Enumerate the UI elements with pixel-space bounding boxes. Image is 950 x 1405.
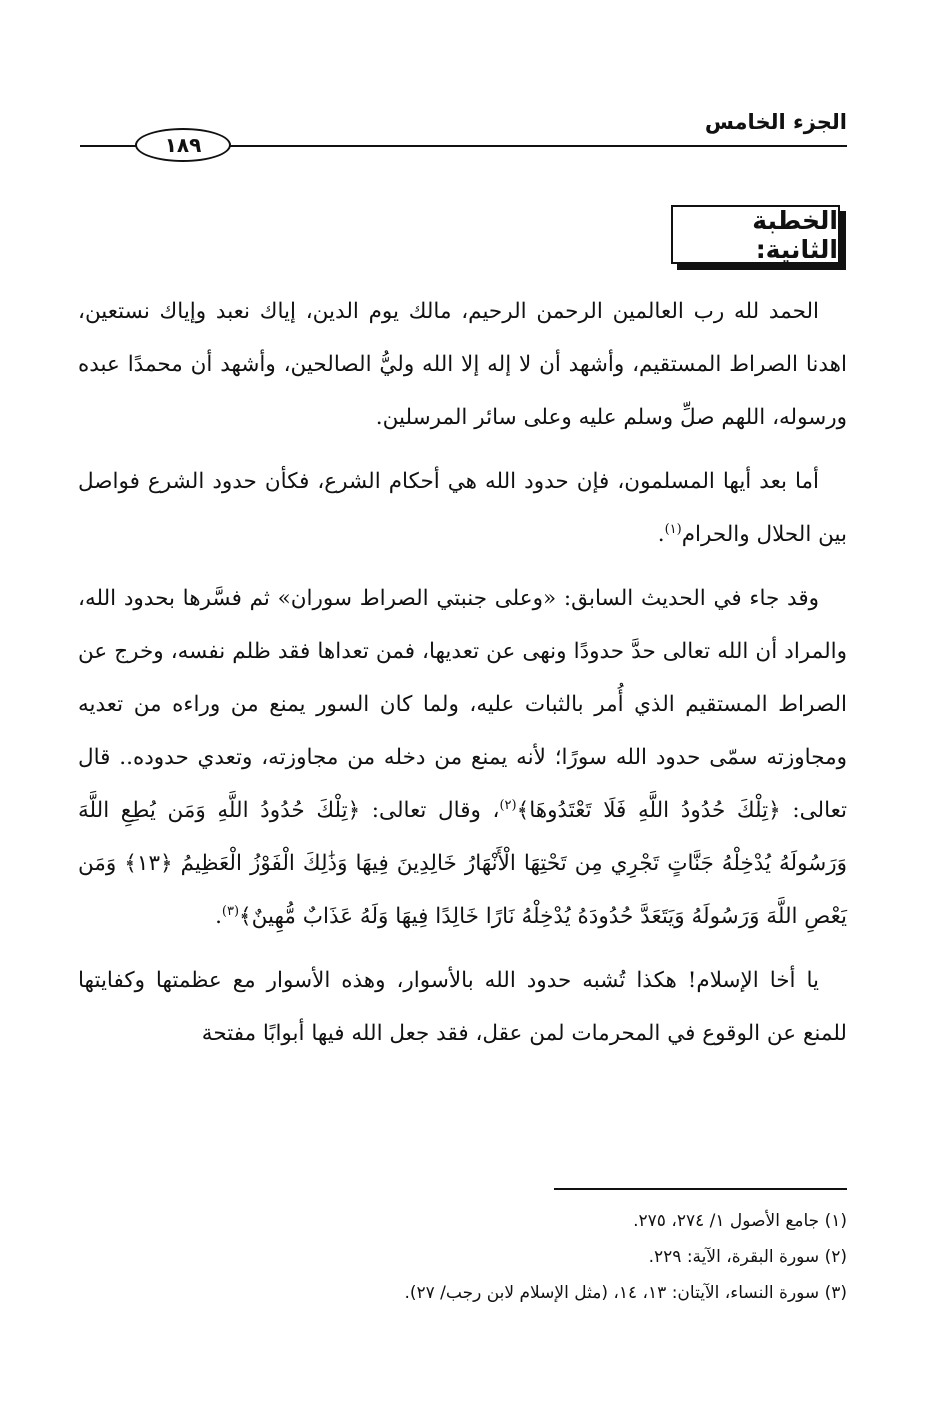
paragraph-3-cont: ، وقال تعالى: ﴿تِلْكَ حُدُودُ اللَّهِ وَمَن يُطِعِ اللَّهَ وَرَسُولَهُ يُدْخِلْهُ جَنَّاتٍ تَجْرِي مِن تَحْتِهَا الْأَنْهَارُ خَالِدِينَ فِيهَا وَذَٰلِكَ الْفَوْزُ الْعَظِيمُ ﴿١٣﴾ وَمَن يَعْصِ اللَّهَ وَرَسُولَهُ وَيَتَعَدَّ حُدُودَهُ يُدْخِلْهُ نَارًا خَالِدًا فِيهَا وَلَهُ عَذَابٌ مُّهِينٌ﴾	[78, 798, 847, 929]
paragraph-3-text: وقد جاء في الحديث السابق: «وعلى جنبتي الصراط سوران» ثم فسَّرها بحدود الله، والمراد أن الله تعالى حدَّ حدودًا ونهى عن تعديها، فمن تعداها فقد ظلم نفسه، وخرج عن الصراط المستقيم الذي أُمر بالثبات عليه، ولما كان السور يمنع من وراءه من تعديه ومجاوزته سمّى حدود الله سورًا؛ لأنه يمنع من دخله من مجاوزته، وتعدي حدوده.. قال تعالى: ﴿تِلْكَ حُدُودُ اللَّهِ فَلَا تَعْتَدُوهَا﴾	[78, 586, 847, 823]
page-number: ١٨٩	[135, 128, 231, 162]
footnote-divider	[554, 1188, 847, 1190]
footnote-ref-3: (٣)	[221, 903, 240, 919]
running-header: الجزء الخامس	[704, 110, 847, 134]
body-text	[78, 285, 847, 1071]
paragraph-2-end: .	[657, 522, 665, 547]
footnote-ref-1: (١)	[664, 521, 682, 537]
section-heading: الخطبة الثانية:	[671, 205, 840, 264]
paragraph-2	[78, 455, 847, 561]
paragraph-2-text: أما بعد أيها المسلمون، فإن حدود الله هي أحكام الشرع، فكأن حدود الشرع فواصل بين الحلال والحرام	[78, 469, 847, 547]
paragraph-3-end: .	[215, 904, 222, 929]
paragraph-4: يا أخا الإسلام! هكذا تُشبه حدود الله بالأسوار، وهذه الأسوار مع عظمتها وكفايتها للمنع عن الوقوع في المحرمات لمن عقل، فقد جعل الله فيها أبوابًا مفتحة	[78, 968, 847, 1046]
paragraph-1: الحمد لله رب العالمين الرحمن الرحيم، مالك يوم الدين، إياك نعبد وإياك نستعين، اهدنا الصراط المستقيم، وأشهد أن لا إله إلا الله وليُّ الصالحين، وأشهد أن محمدًا عبده ورسوله، اللهم صلِّ وسلم عليه وعلى سائر المرسلين.	[78, 299, 847, 430]
footnote-2: (٢) سورة البقرة، الآية: ٢٢٩.	[648, 1247, 847, 1267]
footnote-3: (٣) سورة النساء، الآيتان: ١٣، ١٤، (مثل الإسلام لابن رجب/ ٢٧).	[404, 1283, 847, 1303]
paragraph-3	[78, 572, 847, 943]
footnote-1: (١) جامع الأصول ١/ ٢٧٤، ٢٧٥.	[633, 1211, 847, 1231]
footnote-ref-2: (٢)	[499, 797, 517, 813]
footnotes	[78, 1203, 847, 1311]
